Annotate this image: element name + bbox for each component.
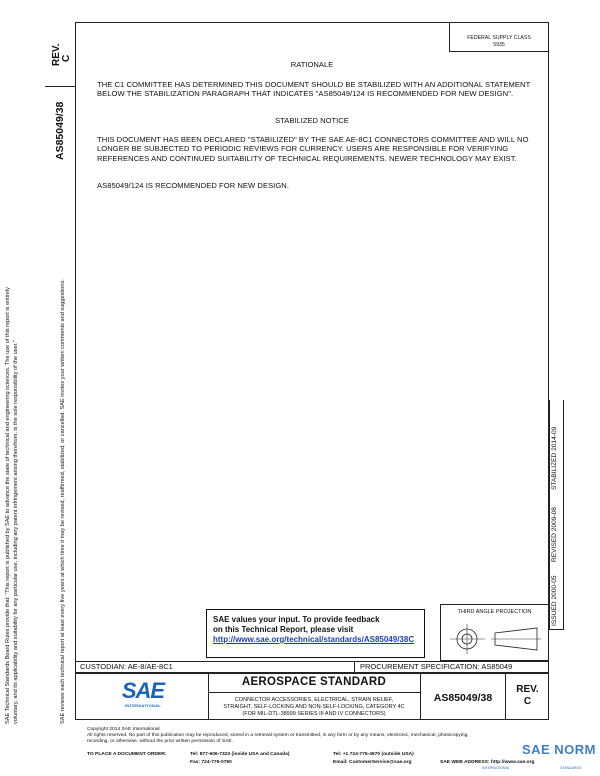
watermark-right: STANDARDS [560,766,582,770]
supply-class-label: FEDERAL SUPPLY CLASS [467,35,531,41]
footer-web[interactable]: SAE WEB ADDRESS: http://www.sae.org [440,760,535,765]
title-description [208,697,420,717]
feedback-line-2: on this Technical Report, please visit [213,625,354,634]
watermark-main: SAE NORM [521,742,596,757]
standard-title: AEROSPACE STANDARD [241,676,387,688]
disclaimer-line-1: SAE Technical Standards Board Rules provide that: “This report is published by SAE to advance the state of technical and engineering sciences. The use of this report is entirely [5,287,11,724]
header-rev-label: REV. [51,43,62,66]
disclaimer-line-3: SAE reviews each technical report at least every five years at which time it may be revised, reaffirmed, stabilized, or cancelled. SAE invites your written comments and suggestions. [60,279,66,724]
footer-tel-2: Tel: +1 724-776-4970 (outside USA) [333,752,414,757]
feedback-link[interactable]: http://www.sae.org/technical/standards/AS85049/38C [213,635,415,644]
title-desc-1: CONNECTOR ACCESSORIES, ELECTRICAL, STRAIN RELIEF, [234,697,394,703]
stabilized-date: STABILIZED 2014-09 [551,426,558,490]
sae-logo-sub: INTERNATIONAL [124,703,162,708]
projection-label: THIRD ANGLE PROJECTION [457,609,532,615]
watermark [482,742,598,774]
projection-symbol-icon [445,619,545,659]
disclaimer-line-2: voluntary, and its applicability and suitability for any particular use, including any patent infringement arising therefrom, is the sole responsibility of the user.” [13,340,19,724]
issued-date: ISSUED 2000-05 [551,575,558,626]
title-hline [208,692,420,693]
title-rev [506,684,549,708]
custodian: CUSTODIAN: AE-8/AE-8C1 [80,662,173,671]
procurement: PROCUREMENT SPECIFICATION: AS85049 [360,662,513,671]
footer-rights-1: All rights reserved. No part of this publication may be reproduced, stored in a retrieval system or transmitted, in any form or by any means, electronic, mechanical, photocopying, [87,733,469,739]
stabilized-text: THIS DOCUMENT HAS BEEN DECLARED "STABILIZED" BY THE SAE AE-8C1 CONNECTORS COMMITTEE AND WILL NO LONGER BE SUBJECTED TO PERIODIC REVIEWS FOR CURRENCY. USERS ARE RESPONSIBLE FOR VERIFYING REFERENCES AND CONTINUED SUITABILITY OF TECHNICAL REQUIREMENTS. NEWER TECHNOLOGY MAY EXIST. [97,135,529,163]
title-rev-value: C [523,696,532,707]
stabilized-heading: STABILIZED NOTICE [275,116,349,125]
recommend-text: AS85049/124 IS RECOMMENDED FOR NEW DESIGN. [97,181,289,190]
footer-fax: Fax: 724-776-0790 [190,760,232,765]
footer-rights-2: recording, or otherwise, without the prior written permission of SAE. [87,739,233,745]
header-rev-box [45,22,76,87]
header-rev-value: C [61,54,72,62]
title-desc-3: (FOR MIL-DTL-38999 SERIES III AND IV CONNECTORS) [242,710,386,717]
feedback-box [206,609,425,658]
watermark-left: INTERNATIONAL [482,766,510,770]
projection-box [440,604,549,661]
feedback-line-1: SAE values your input. To provide feedback [213,615,380,624]
footer-email: Email: CustomerService@sae.org [333,760,412,765]
custodian-divider [354,661,355,673]
supply-class-box [449,22,549,52]
supply-class-number: 5935 [493,41,505,48]
revised-date: REVISED 2009-08 [551,507,558,562]
rationale-heading: RATIONALE [290,60,334,69]
footer-order-label: TO PLACE A DOCUMENT ORDER: [87,752,167,757]
header-doc-number: AS85049/38 [54,101,66,160]
sae-logo-text: SAE [121,678,165,703]
title-rev-label: REV. [516,684,539,695]
footer-copyright: Copyright 2014 SAE International [87,727,160,732]
title-desc-2: STRAIGHT, SELF-LOCKING AND NON-SELF-LOCKING, CATEGORY 4C [223,703,405,710]
title-doc-number: AS85049/38 [433,692,493,704]
sae-logo [118,679,168,715]
footer-tel-1: Tel: 877-606-7323 (inside USA and Canada) [190,752,290,757]
rationale-text: THE C1 COMMITTEE HAS DETERMINED THIS DOCUMENT SHOULD BE STABILIZED WITH AN ADDITIONAL STATEMENT BELOW THE STABILIZATION PARAGRAPH THAT INDICATES "AS85049/124 IS RECOMMENDED FOR NEW DESIGN". [97,80,531,99]
